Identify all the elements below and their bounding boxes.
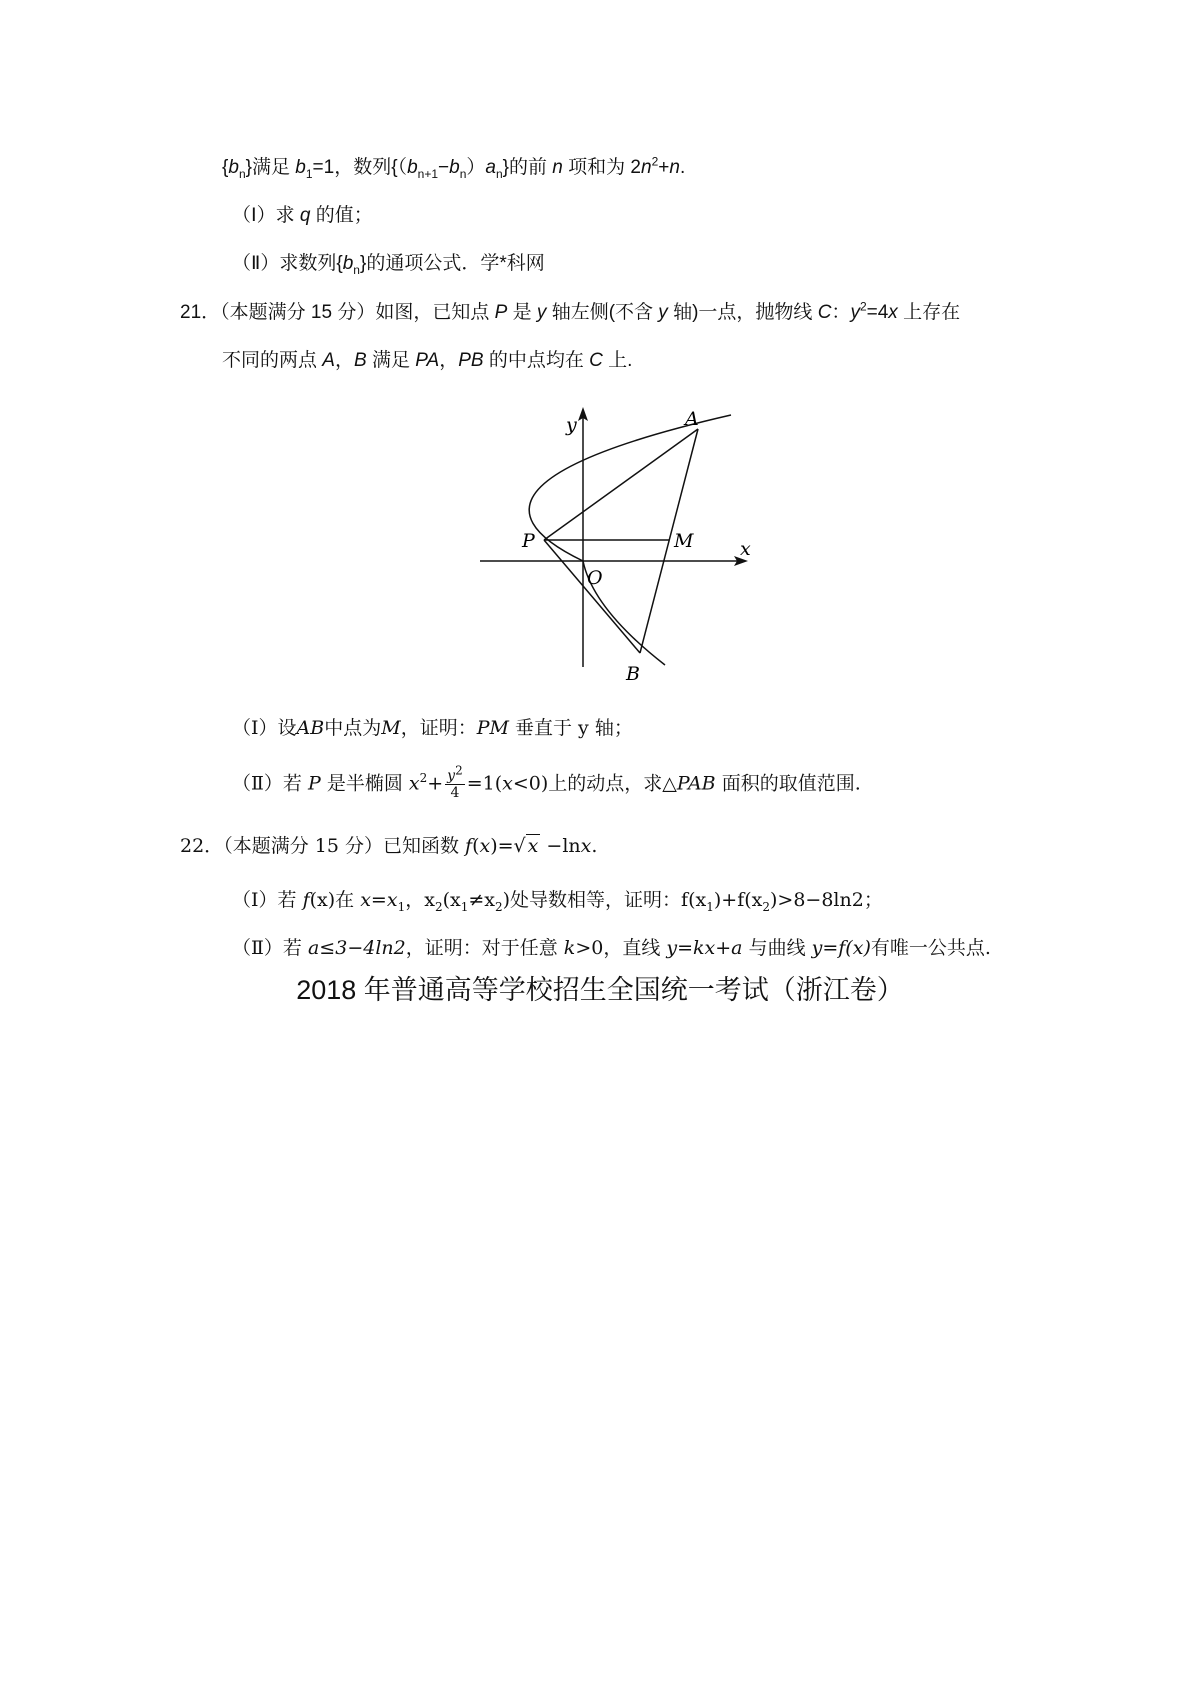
- q20-part1: [232, 203, 373, 229]
- text: 不同的两点: [222, 350, 318, 371]
- x: x: [580, 835, 592, 857]
- PA: PA: [415, 350, 440, 371]
- b1: b: [295, 157, 306, 178]
- text: 上.: [608, 350, 633, 371]
- segment-PB: [544, 540, 640, 653]
- parabola-figure: [480, 395, 760, 695]
- text: ，: [334, 350, 354, 371]
- sub: 1: [397, 899, 406, 914]
- text: 垂直于 y 轴；: [515, 717, 633, 739]
- text: )+f(x: [713, 889, 763, 911]
- sup: 2: [455, 763, 463, 778]
- label-O: O: [587, 567, 603, 589]
- sup: 2: [419, 771, 428, 786]
- text: >0，直线: [575, 937, 661, 959]
- bn: b: [449, 157, 460, 178]
- y: y: [658, 302, 668, 323]
- sub: n: [353, 262, 360, 277]
- M: M: [381, 717, 401, 739]
- seq-b: b: [228, 157, 239, 178]
- fraction-y2-over-4: [445, 763, 465, 801]
- sub: 1: [706, 899, 714, 914]
- text: 是: [512, 302, 532, 323]
- n: n: [552, 157, 563, 178]
- text: 求数列{: [279, 253, 343, 274]
- text: −ln: [546, 835, 581, 857]
- PAB: PAB: [676, 772, 716, 795]
- text: )=: [490, 835, 514, 857]
- radicand: x: [527, 835, 539, 857]
- text: 中点为: [324, 717, 382, 739]
- text: <0)上的动点，求△: [512, 772, 677, 795]
- text: 有唯一公共点.: [870, 937, 991, 959]
- question-number: 22．: [180, 835, 224, 857]
- label-x: x: [740, 538, 751, 560]
- sub: n: [495, 166, 503, 181]
- q20-condition-line: $\{b_n\}$满足 $b_1=1$，数列$\{(b_{n+1}-b_n)a_n\}$的前 n 项和为 $2n^2+n$.: [222, 154, 686, 181]
- q21-part1: [232, 715, 633, 741]
- text: ：: [831, 302, 851, 323]
- q22-part2: [232, 935, 991, 961]
- text: ，证明：对于任意: [405, 937, 558, 959]
- text: 与曲线: [748, 937, 806, 959]
- text: ，x: [405, 889, 435, 911]
- part-label: （Ⅰ）: [232, 889, 278, 911]
- text: =4: [866, 302, 889, 323]
- C: C: [817, 302, 832, 323]
- text: ≠x: [468, 889, 495, 911]
- text: (x)在: [309, 889, 355, 911]
- text: }的通项公式．学*科网: [359, 253, 545, 274]
- text: ，: [439, 350, 459, 371]
- q22-stem: [180, 833, 597, 859]
- C: C: [589, 350, 603, 371]
- text: +: [427, 772, 444, 795]
- condition-a: a≤3−4ln2: [307, 937, 406, 959]
- q21-stem-line2: [222, 348, 632, 374]
- part-label: （Ⅰ）: [232, 205, 276, 226]
- sub: 2: [762, 899, 770, 914]
- q21-stem-line1: [180, 300, 960, 326]
- y: y: [536, 302, 547, 323]
- q21-part2: [232, 763, 861, 801]
- label-A: A: [685, 408, 699, 430]
- text: 满足: [371, 350, 410, 371]
- curve-eq: y=f(x): [811, 937, 871, 959]
- text: .: [679, 157, 686, 178]
- sub: 1: [305, 166, 313, 181]
- line-eq: y=kx+a: [666, 937, 743, 959]
- text: +: [658, 157, 670, 178]
- part-label: （Ⅱ）: [232, 937, 283, 959]
- exam-title: 2018 年普通高等学校招生全国统一考试（浙江卷）: [296, 975, 904, 1005]
- k: k: [563, 937, 576, 959]
- text: (: [472, 835, 480, 857]
- text: −: [438, 157, 450, 178]
- text: }的前: [502, 157, 548, 178]
- fraction-denominator: 4: [450, 785, 460, 801]
- A: A: [322, 350, 335, 371]
- sub: 2: [434, 899, 443, 914]
- text: 项和为 2: [568, 157, 642, 178]
- sub: 2: [495, 899, 503, 914]
- text: 设: [277, 717, 297, 739]
- part-label: （Ⅱ）: [232, 772, 283, 795]
- text: .: [591, 835, 598, 857]
- q20-part2: [232, 251, 545, 277]
- text: ，证明：: [400, 717, 477, 739]
- sub: n+1: [417, 166, 438, 181]
- text: =1(: [466, 772, 503, 795]
- text: 若: [277, 889, 297, 911]
- P: P: [494, 302, 508, 323]
- text: 上存在: [903, 302, 961, 323]
- x: x: [408, 772, 420, 795]
- y: y: [447, 768, 456, 784]
- text: =1，数列{（: [312, 157, 408, 178]
- n: n: [641, 157, 652, 178]
- P: P: [307, 772, 321, 795]
- x: x: [502, 772, 513, 795]
- score: （本题满分 15 分）: [220, 302, 376, 323]
- text: )处导数相等，证明：f(x: [502, 889, 707, 911]
- label-M: M: [674, 530, 694, 552]
- x-eq-x1: x=x: [360, 889, 398, 911]
- text: 满足: [251, 157, 290, 178]
- b: b: [342, 253, 354, 274]
- sub: n: [238, 166, 246, 181]
- q: q: [299, 205, 311, 226]
- fraction-numerator: [445, 763, 465, 785]
- q22-part1: [232, 887, 883, 913]
- text: 轴左侧(不含: [551, 302, 654, 323]
- PM: PM: [476, 717, 509, 739]
- sup: 2: [651, 154, 659, 169]
- x: x: [888, 302, 898, 323]
- text: 轴)一点，抛物线: [673, 302, 813, 323]
- n: n: [669, 157, 680, 178]
- PB: PB: [458, 350, 484, 371]
- text: 若: [282, 772, 302, 795]
- x: x: [479, 835, 491, 857]
- label-P: P: [522, 530, 535, 552]
- text: 已知函数: [382, 835, 459, 857]
- text: 如图，已知点: [375, 302, 490, 323]
- an: a: [485, 157, 496, 178]
- sub: n: [459, 166, 467, 181]
- label-B: B: [626, 663, 640, 685]
- part-label: （Ⅰ）: [232, 717, 278, 739]
- text: ）: [466, 157, 486, 178]
- B: B: [354, 350, 367, 371]
- bn1: b: [407, 157, 418, 178]
- text: (x: [442, 889, 461, 911]
- score: （本题满分 15 分）: [223, 835, 383, 857]
- label-y: y: [566, 414, 577, 436]
- text: 面积的取值范围.: [721, 772, 861, 795]
- part-label: （Ⅱ）: [232, 253, 280, 274]
- text: 的值；: [315, 205, 373, 226]
- f: f: [465, 835, 473, 857]
- text: 的中点均在: [488, 350, 584, 371]
- text: 是半椭圆: [326, 772, 403, 795]
- y: y: [850, 302, 860, 323]
- text: 若: [282, 937, 302, 959]
- text: 求: [275, 205, 295, 226]
- f: f: [302, 889, 310, 911]
- sup: 2: [859, 299, 867, 314]
- question-number: 21．: [180, 302, 221, 323]
- sqrt-x: √ x: [513, 835, 539, 857]
- sub: 1: [460, 899, 469, 914]
- text: )>8−8ln2；: [770, 889, 883, 911]
- AB: AB: [296, 717, 325, 739]
